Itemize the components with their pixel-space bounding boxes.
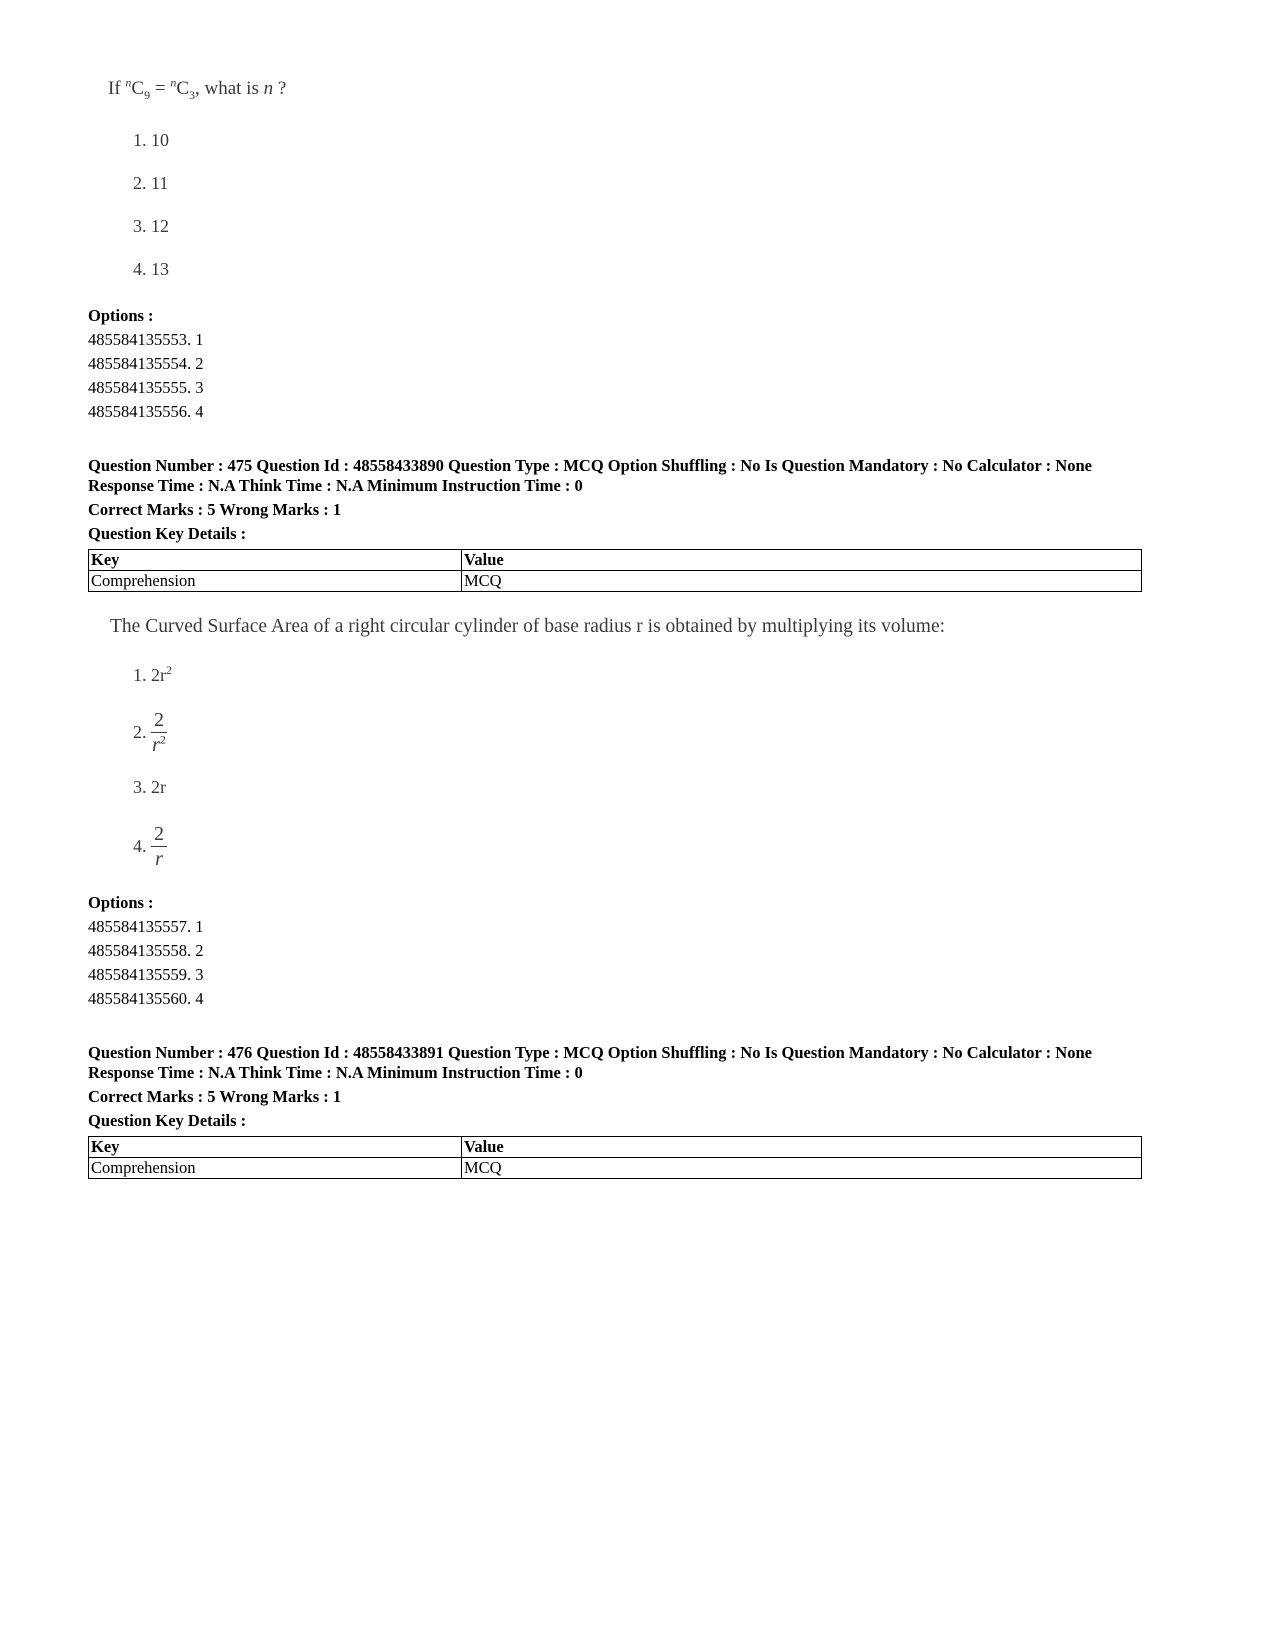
q1-option-id: 485584135553. 1: [88, 330, 204, 349]
q1-choice: 2. 11: [133, 173, 169, 193]
table-row: [89, 1158, 1142, 1179]
table-header-key: Key: [89, 1137, 462, 1158]
q475-marks: Correct Marks : 5 Wrong Marks : 1: [88, 500, 342, 519]
q1-text-prefix: If: [108, 78, 126, 99]
q1-choice: 1. 10: [133, 130, 169, 150]
q475-choice-2: [133, 708, 167, 757]
q475-choice-2-fraction: [151, 708, 167, 757]
q475-option-id: 485584135557. 1: [88, 917, 204, 936]
q1-c-symbol-2: C: [176, 78, 189, 99]
q1-choice: 4. 13: [133, 259, 169, 279]
q475-option-id: 485584135559. 3: [88, 965, 204, 984]
fraction-numerator: 2: [151, 708, 167, 733]
fraction-numerator: 2: [151, 822, 167, 847]
q476-marks: Correct Marks : 5 Wrong Marks : 1: [88, 1087, 342, 1106]
q1-text-suffix: , what is: [195, 78, 264, 99]
q1-sup-n2: n: [170, 75, 177, 90]
q475-choice-3: 3. 2r: [133, 777, 166, 797]
fraction-denominator-var: r: [152, 734, 160, 756]
q1-option-id: 485584135554. 2: [88, 354, 204, 373]
q1-sub-3: 3: [189, 87, 195, 102]
q475-choice-2-label: 2.: [133, 722, 147, 742]
q475-key-table: [88, 549, 1142, 592]
q1-sub-9: 9: [144, 87, 151, 102]
fraction-denominator-sup: 2: [159, 732, 166, 747]
q1-sup-n: n: [125, 75, 132, 90]
q475-choice-1-text: 1. 2r: [133, 665, 166, 685]
table-cell-key: Comprehension: [89, 1158, 462, 1179]
fraction-denominator: r: [155, 848, 163, 870]
q475-option-id: 485584135560. 4: [88, 989, 204, 1008]
q1-variable: n: [263, 78, 274, 99]
q1-choice: 3. 12: [133, 216, 169, 236]
q1-option-id: 485584135556. 4: [88, 402, 204, 421]
q475-key-details-label: Question Key Details :: [88, 524, 247, 543]
q475-choice-4-label: 4.: [133, 836, 147, 856]
q476-key-details-label: Question Key Details :: [88, 1111, 247, 1130]
table-cell-key: Comprehension: [89, 571, 462, 592]
q475-options-label: Options :: [88, 893, 154, 912]
q475-header-line1: Question Number : 475 Question Id : 48558433890 Question Type : MCQ Option Shuffling : No Is Question Mandatory : No Calculator : None: [88, 456, 1092, 475]
table-row: [89, 550, 1142, 571]
q475-header-line2: Response Time : N.A Think Time : N.A Minimum Instruction Time : 0: [88, 476, 583, 495]
table-header-key: Key: [89, 550, 462, 571]
table-header-value: Value: [462, 1137, 1142, 1158]
q475-choice-1-sup: 2: [166, 663, 172, 677]
q1-equals: =: [150, 78, 171, 99]
q475-choice-1: [133, 665, 172, 686]
q476-header-line2: Response Time : N.A Think Time : N.A Minimum Instruction Time : 0: [88, 1063, 583, 1082]
q476-header-line1: Question Number : 476 Question Id : 48558433891 Question Type : MCQ Option Shuffling : No Is Question Mandatory : No Calculator : None: [88, 1043, 1092, 1062]
table-row: [89, 571, 1142, 592]
q1-c-symbol: C: [131, 78, 145, 99]
q1-option-id: 485584135555. 3: [88, 378, 204, 397]
fraction-denominator: [151, 733, 167, 757]
q476-key-table: [88, 1136, 1142, 1179]
q1-options-label: Options :: [88, 306, 154, 325]
table-cell-value: MCQ: [462, 571, 1142, 592]
table-cell-value: MCQ: [462, 1158, 1142, 1179]
q475-question-text: The Curved Surface Area of a right circular cylinder of base radius r is obtained by multiplying its volume:: [110, 616, 946, 637]
q1-question-text: [108, 75, 287, 102]
q1-text-end: ?: [273, 78, 287, 99]
q475-choice-4: [133, 822, 167, 871]
q475-choice-4-fraction: [151, 822, 167, 871]
q475-option-id: 485584135558. 2: [88, 941, 204, 960]
table-header-value: Value: [462, 550, 1142, 571]
table-row: [89, 1137, 1142, 1158]
